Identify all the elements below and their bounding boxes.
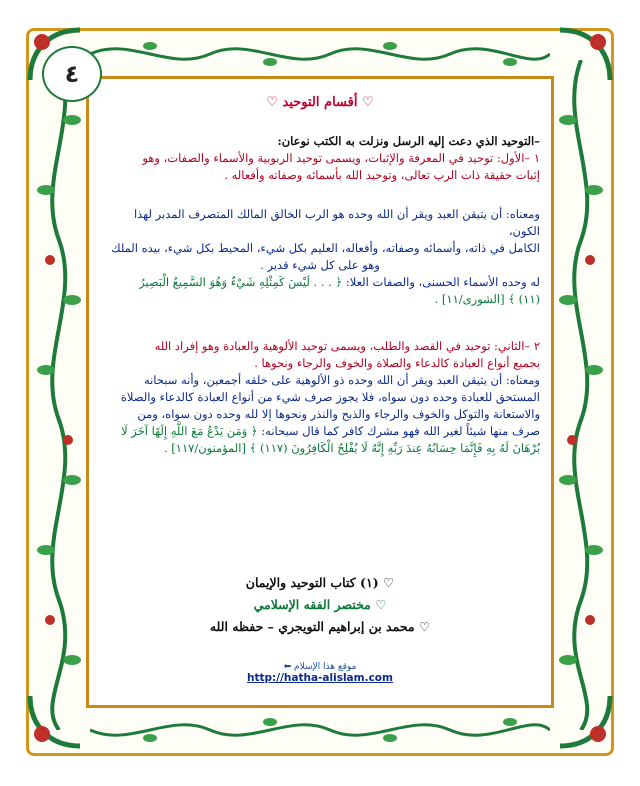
reference-author-text: محمد بن إبراهيم التويجري – حفظه الله [209,619,415,634]
corner-ornament-bottom-left [20,686,90,756]
meaning-2-line-4-text: صرف منها شيئاً لغير الله فهو مشرك كافر كما قال سبحانه: [257,424,540,438]
website-label [200,662,440,672]
vine-ornament-top [90,36,550,72]
reference-author [100,616,540,638]
arrow-left-icon: ⬅ [283,662,292,672]
meaning-2-line-4 [100,423,540,440]
page-number: ٤ [64,60,80,88]
title-text: أقسام التوحيد [282,95,358,110]
page-title [100,94,540,111]
reference-series-text: مختصر الفقه الإسلامي [253,597,371,612]
heart-icon: ♡ [418,619,431,634]
reference-book-text: (١) كتاب التوحيد والإيمان [245,575,379,590]
main-content [100,90,540,457]
references [100,572,540,638]
reference-book [100,572,540,594]
heart-icon: ♡ [375,597,387,612]
corner-ornament-top-right [550,20,620,90]
reference-series [100,594,540,616]
heart-icon: ♡ [382,575,395,590]
first-type-line-2: إثبات حقيقة ذات الرب تعالى، وتوحيد الله بأسمائه وصفاته وأفعاله . [224,168,540,182]
meaning-2-line-1: ومعناه: أن يتيقن العبد ويقر أن الله وحده ذو الألوهية على خلقه أجمعين، وأنه سبحانه [143,373,540,387]
heart-icon: ♡ [362,95,374,110]
heart-icon: ♡ [266,95,278,110]
vine-ornament-right [558,60,604,730]
second-type-line-2: بجميع أنواع العبادة كالدعاء والصلاة والخوف والرجاء ونحوها . [254,356,540,370]
vine-ornament-bottom [90,712,550,748]
meaning-1-line-4-text: له وحده الأسماء الحسنى، والصفات العلا: [342,275,540,289]
meaning-2-line-3: والاستعانة والتوكل والخوف والرجاء والذبح والنذر ونحوها إلا لله وحده دون سواه، ومن [137,407,540,421]
first-type-line-1: ١ –الأول: توحيد في المعرفة والإثبات، ويسمى توحيد الربوبية والأسماء والصفات، وهو [142,151,540,165]
corner-ornament-bottom-right [550,686,620,756]
meaning-1-line-1: ومعناه: أن يتيقن العبد ويقر أن الله وحده هو الرب الخالق المالك المتصرف المدبر لهذا الكون، [133,207,540,238]
intro-line: –التوحيد الذي دعت إليه الرسل ونزلت به الكتب نوعان: [277,134,540,148]
meaning-1-line-3: وهو على كل شيء قدير . [260,258,380,272]
quran-verse-shura-ref: (١١) ﴾ [الشورى/١١] . [434,292,540,306]
page-number-badge [42,46,102,102]
meaning-2-line-2: المستحق للعبادة وحده دون سواه، فلا يجوز صرف شيء من أنواع العبادة كالدعاء والصلاة [120,390,540,404]
second-type-line-1: ٢ –الثاني: توحيد في القصد والطلب، ويسمى توحيد الألوهية والعبادة وهو إفراد الله [154,339,540,353]
quran-verse-muminun: ﴿ وَمَن يَدْعُ مَعَ اللَّهِ إِلَهًا آخَرَ لَا [121,424,258,438]
website-label-text: موقع هذا الإسلام [294,662,357,672]
website-link[interactable]: http://hatha-alislam.com [247,672,393,684]
quran-verse-muminun-ref: بُرْهَانَ لَهُ بِهِ فَإِنَّمَا حِسَابُهُ عِندَ رَبِّهِ إِنَّهُ لَا يُفْلِحُ الْكَافِرُونَ (١١٧) ﴾ [المؤمنون/١١٧] . [163,441,540,455]
meaning-1-line-2: الكامل في ذاته، وأسمائه وصفاته، وأفعاله، العليم بكل شيء، المحيط بكل شيء، بيده الملك [111,241,540,255]
meaning-1-line-4 [100,274,540,291]
website-footer [200,662,440,684]
vine-ornament-left [36,60,82,730]
quran-verse-shura: ﴿ . . . لَيْسَ كَمِثْلِهِ شَيْءٌ وَهُوَ السَّمِيعُ الْبَصِيرُ [139,275,343,289]
